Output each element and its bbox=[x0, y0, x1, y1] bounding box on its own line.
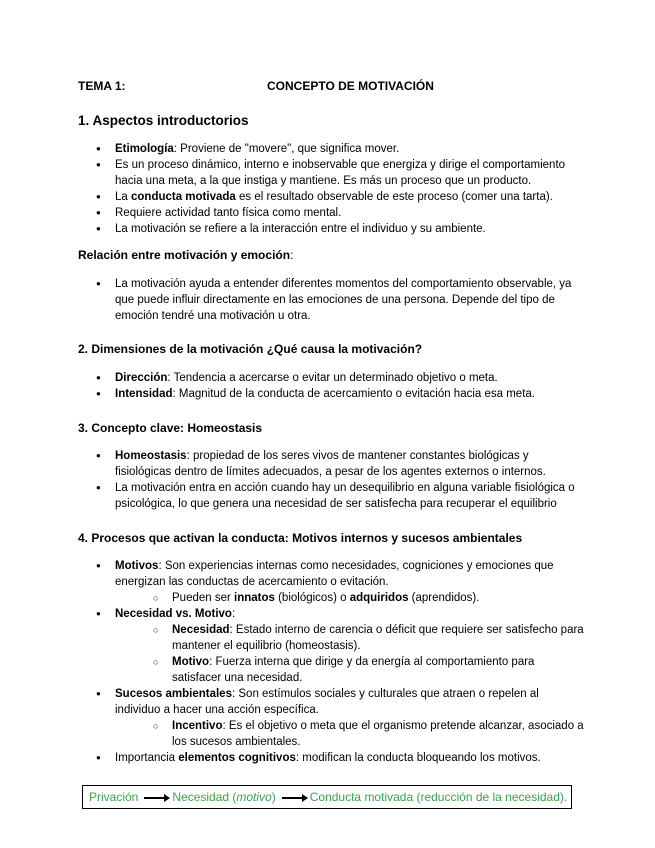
flow-box bbox=[82, 785, 572, 809]
list-item: ● La motivación se refiere a la interacción entre el individuo y su ambiente. bbox=[96, 221, 586, 237]
flow-conducta: Conducta motivada (reducción de la necesidad). bbox=[309, 790, 568, 804]
page-title: CONCEPTO DE MOTIVACIÓN bbox=[267, 79, 434, 93]
list-item: ● Intensidad: Magnitud de la conducta de acercamiento o evitación hacia esa meta. bbox=[96, 386, 586, 402]
list-item: ● Homeostasis: propiedad de los seres vivos de mantener constantes biológicas y fisiológicas dentro de límites adecuados, a pesar de los agentes externos o internos. bbox=[96, 448, 586, 480]
list-item: ● Sucesos ambientales: Son estímulos sociales y culturales que atraen o repelen al individuo a hacer una acción específica. ○ Incentivo: Es el objetivo o meta que el organismo pretende alcanzar, asociado a los sucesos ambientales. bbox=[96, 686, 586, 750]
sub-list-item: ○ Pueden ser innatos (biológicos) o adquiridos (aprendidos). bbox=[153, 590, 586, 606]
section-1-list bbox=[96, 141, 586, 237]
relation-list bbox=[96, 276, 586, 324]
list-item: ● Etimología: Proviene de "movere", que significa mover. bbox=[96, 141, 586, 157]
arrow-right-icon bbox=[144, 797, 166, 799]
list-item: ● La motivación entra en acción cuando hay un desequilibrio en alguna variable fisiológica o psicológica, lo que genera una necesidad de ser satisfecha para recuperar el equilibrio bbox=[96, 480, 586, 512]
section-3-heading: 3. Concepto clave: Homeostasis bbox=[78, 421, 263, 435]
sub-list-item: ○ Incentivo: Es el objetivo o meta que el organismo pretende alcanzar, asociado a los sucesos ambientales. bbox=[153, 718, 586, 750]
list-item: ● Motivos: Son experiencias internas como necesidades, cogniciones y emociones que energizan las conductas de acercamiento o evitación. ○ Pueden ser innatos (biológicos) o adquiridos (aprendidos). bbox=[96, 558, 586, 606]
list-item: ● Necesidad vs. Motivo: ○ Necesidad: Estado interno de carencia o déficit que requiere ser satisfecho para mantener el equilibrio (homeostasis). ○ Motivo: Fuerza interna que dirige y da energía al comportamiento para satisfacer una necesidad. bbox=[96, 606, 586, 686]
flow-privacion: Privación bbox=[89, 790, 139, 804]
relation-heading: Relación entre motivación y emoción: bbox=[78, 248, 294, 262]
tema-label: TEMA 1: bbox=[78, 79, 126, 93]
section-4-list bbox=[96, 558, 586, 766]
section-4-heading: 4. Procesos que activan la conducta: Motivos internos y sucesos ambientales bbox=[78, 531, 523, 545]
section-3-list bbox=[96, 448, 586, 512]
list-item: ● Es un proceso dinámico, interno e inobservable que energiza y dirige el comportamiento hacia una meta, a la que instiga y mantiene. Es más un proceso que un producto. bbox=[96, 157, 586, 189]
flow-necesidad: Necesidad (motivo) bbox=[172, 790, 276, 804]
list-item: ● La conducta motivada es el resultado observable de este proceso (comer una tarta). bbox=[96, 189, 586, 205]
list-item: ● La motivación ayuda a entender diferentes momentos del comportamiento observable, ya que puede influir directamente en las emociones de una persona. Depende del tipo de emoción tendré una motivación u otra. bbox=[96, 276, 586, 324]
sub-list bbox=[115, 590, 586, 606]
list-item: ● Requiere actividad tanto física como mental. bbox=[96, 205, 586, 221]
sub-list bbox=[115, 622, 586, 686]
list-item: ● Importancia elementos cognitivos: modifican la conducta bloqueando los motivos. bbox=[96, 750, 586, 766]
section-2-list bbox=[96, 370, 586, 402]
sub-list bbox=[115, 718, 586, 750]
arrow-right-icon bbox=[282, 797, 304, 799]
sub-list-item: ○ Motivo: Fuerza interna que dirige y da energía al comportamiento para satisfacer una necesidad. bbox=[153, 654, 586, 686]
section-1-heading: 1. Aspectos introductorios bbox=[78, 113, 249, 128]
list-item: ● Dirección: Tendencia a acercarse o evitar un determinado objetivo o meta. bbox=[96, 370, 586, 386]
section-2-heading: 2. Dimensiones de la motivación ¿Qué causa la motivación? bbox=[78, 342, 423, 356]
sub-list-item: ○ Necesidad: Estado interno de carencia o déficit que requiere ser satisfecho para mantener el equilibrio (homeostasis). bbox=[153, 622, 586, 654]
